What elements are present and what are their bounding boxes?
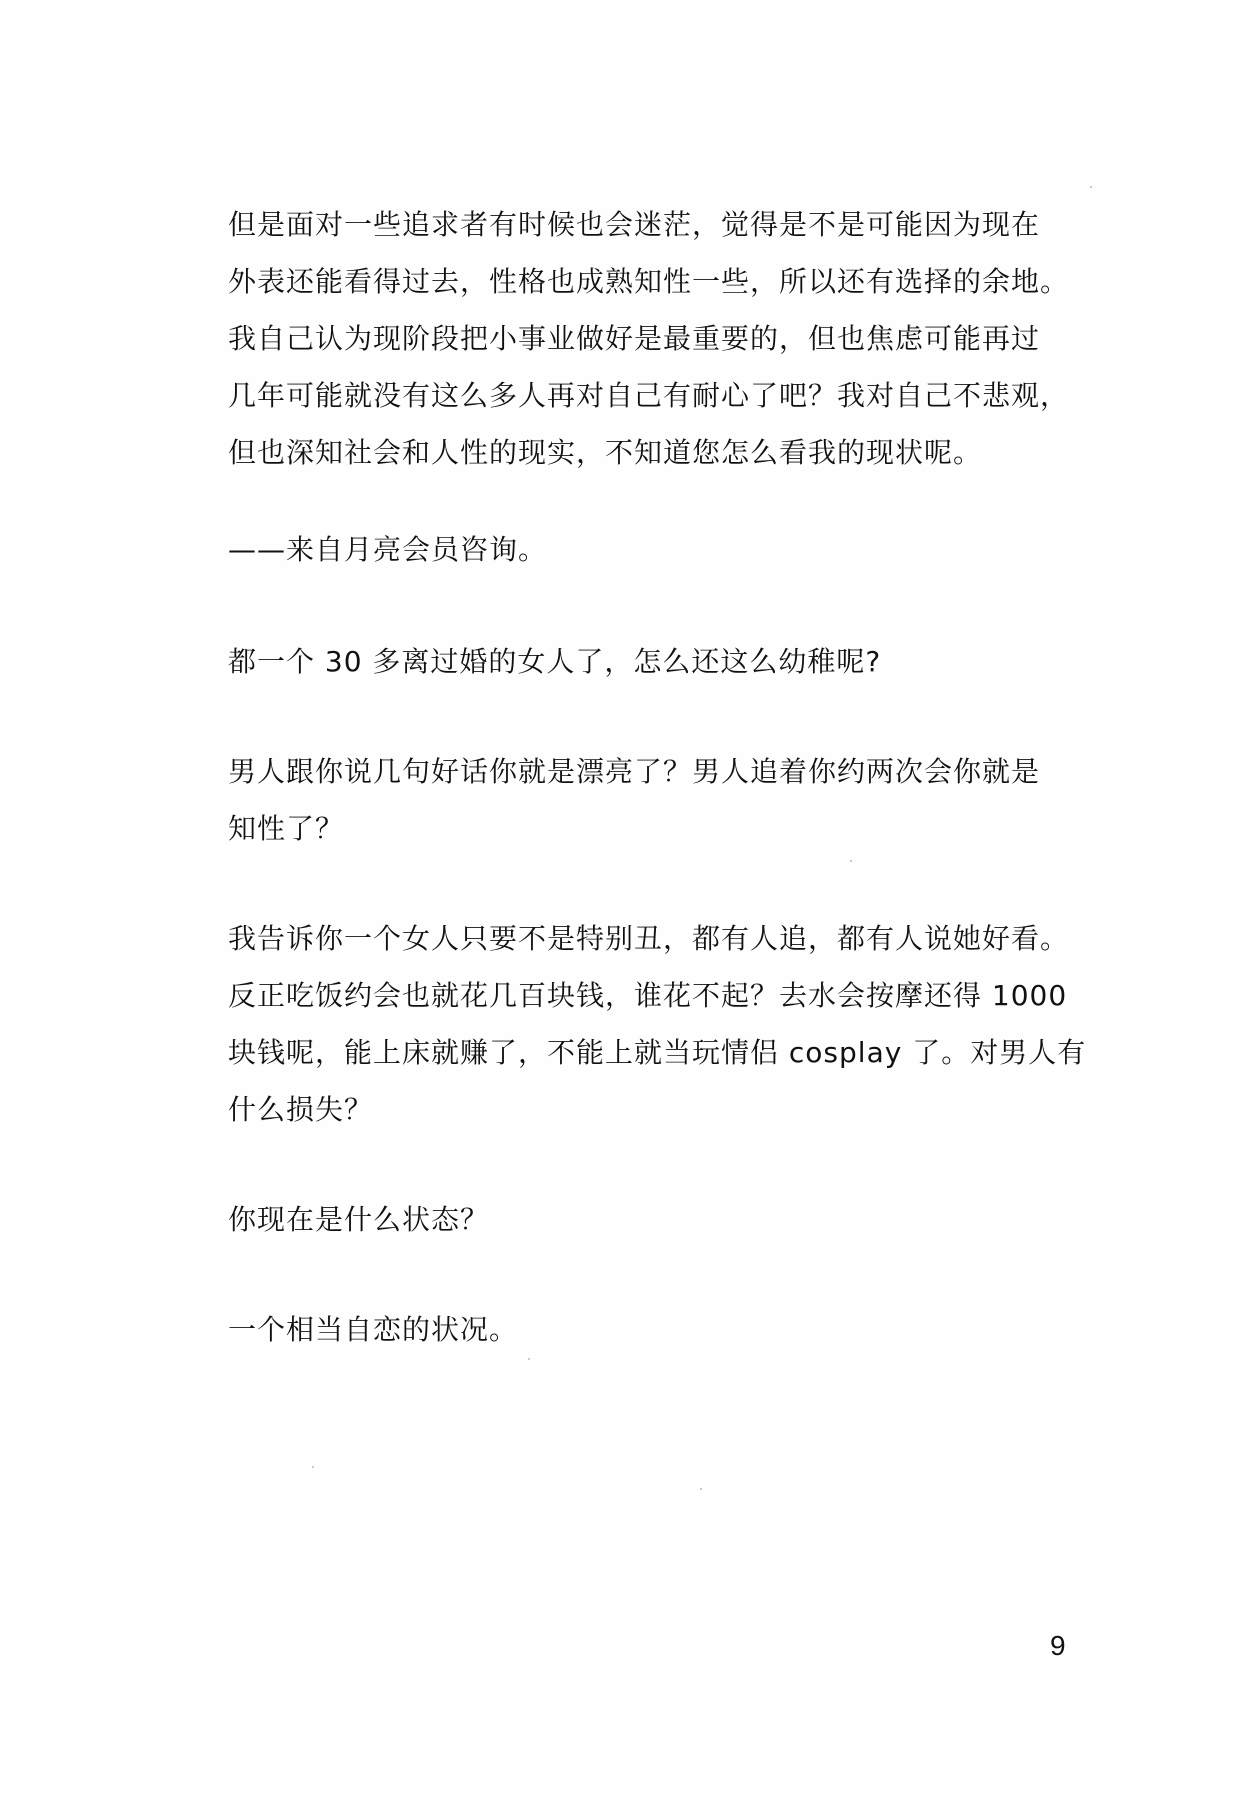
scan-speck <box>528 1358 530 1360</box>
text-line: 几年可能就没有这么多人再对自己有耐心了吧？我对自己不悲观， <box>228 379 1070 412</box>
paragraph-source <box>228 521 1088 578</box>
paragraph-q2 <box>228 743 1088 857</box>
paragraph-q4 <box>228 1191 1088 1248</box>
paragraph-intro <box>228 196 1088 481</box>
text-line: 你现在是什么状态？ <box>228 1203 490 1236</box>
scan-speck <box>1090 186 1092 188</box>
paragraph-q5 <box>228 1301 1088 1358</box>
text-line: 我告诉你一个女人只要不是特别丑，都有人追，都有人说她好看。 <box>228 922 1070 955</box>
text-line: 但也深知社会和人性的现实，不知道您怎么看我的现状呢。 <box>228 436 983 469</box>
text-line: 知性了？ <box>228 812 345 845</box>
text-line: 男人跟你说几句好话你就是漂亮了？男人追着你约两次会你就是 <box>228 755 1041 788</box>
scan-speck <box>700 1488 702 1490</box>
text-line: 但是面对一些追求者有时候也会迷茫，觉得是不是可能因为现在 <box>228 208 1041 241</box>
body-text <box>228 196 1088 1358</box>
text-line: 外表还能看得过去，性格也成熟知性一些，所以还有选择的余地。 <box>228 265 1070 298</box>
text-line: 块钱呢，能上床就赚了，不能上就当玩情侣 cosplay 了。对男人有 <box>228 1036 1087 1069</box>
page-number: 9 <box>1050 1630 1066 1661</box>
paragraph-q1 <box>228 633 1088 690</box>
text-line: 我自己认为现阶段把小事业做好是最重要的，但也焦虑可能再过 <box>228 322 1041 355</box>
paragraph-q3 <box>228 910 1088 1138</box>
scan-speck <box>850 860 852 862</box>
text-line: 都一个 30 多离过婚的女人了，怎么还这么幼稚呢? <box>228 645 882 678</box>
text-line: 一个相当自恋的状况。 <box>228 1313 519 1346</box>
text-line: ——来自月亮会员咨询。 <box>228 533 548 566</box>
text-line: 什么损失？ <box>228 1093 374 1126</box>
scan-speck <box>312 1466 314 1468</box>
text-line: 反正吃饭约会也就花几百块钱，谁花不起？去水会按摩还得 1000 <box>228 979 1068 1012</box>
